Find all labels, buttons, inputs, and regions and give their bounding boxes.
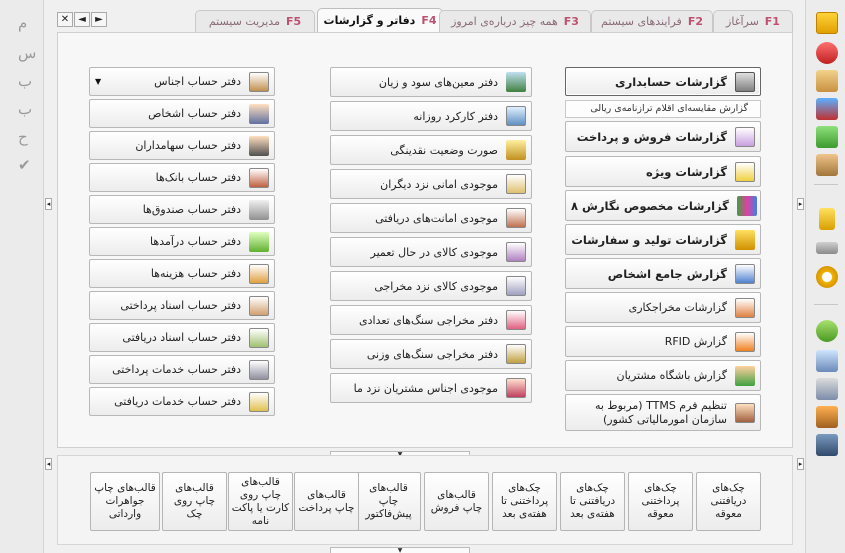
- bank-ledger-icon: [249, 168, 269, 188]
- goods-in-repair-button[interactable]: موجودی کالای در حال تعمیر: [330, 237, 532, 267]
- paid-documents-ledger-button[interactable]: دفتر حساب اسناد پرداختی: [89, 291, 275, 320]
- overdue-payable-cheques-card[interactable]: چک‌های پرداختنی معوقه: [628, 472, 693, 531]
- receivable-cheques-next-week-card[interactable]: چک‌های دریافتنی تا هفته‌ی بعد: [560, 472, 625, 531]
- calendar-icon: [506, 106, 526, 126]
- left-toolbar: [0, 0, 44, 553]
- globe-doc-icon: [735, 264, 755, 284]
- paid-doc-icon: [249, 296, 269, 316]
- people-icon[interactable]: [816, 70, 838, 92]
- tab-key: F3: [563, 15, 579, 28]
- overdue-receivable-cheques-card[interactable]: چک‌های دریافتنی معوقه: [696, 472, 761, 531]
- tab-system-management[interactable]: [195, 10, 315, 32]
- window-controls: [57, 12, 107, 27]
- bottom-splitter-handle[interactable]: ▼: [330, 547, 470, 553]
- daily-activity-ledger-button[interactable]: دفتر کارکرد روزانه: [330, 101, 532, 131]
- received-consignments-button[interactable]: موجودی امانت‌های دریافتی: [330, 203, 532, 233]
- save-check-icon[interactable]: [816, 434, 838, 456]
- rss-doc-icon: [735, 332, 755, 352]
- consignment-others-button[interactable]: موجودی امانی نزد دیگران: [330, 169, 532, 199]
- tab-ledgers-reports[interactable]: [317, 8, 443, 32]
- expense-icon: [249, 264, 269, 284]
- tab-key: F2: [687, 15, 703, 28]
- tab-about-today[interactable]: [439, 10, 591, 32]
- rail-glyph-4[interactable]: ب: [18, 100, 33, 118]
- tab-label: فرایندهای سیستم: [601, 15, 682, 28]
- invoice-icon: [735, 127, 755, 147]
- stone-count-icon: [506, 310, 526, 330]
- rail-glyph-2[interactable]: س: [18, 44, 37, 62]
- sales-print-templates-card[interactable]: قالب‌های چاپ فروش: [424, 472, 489, 531]
- next-tab-icon[interactable]: ►: [91, 12, 107, 27]
- person-ledger-icon: [249, 104, 269, 124]
- user-chair-icon[interactable]: [816, 406, 838, 428]
- gold-bars-icon[interactable]: [819, 208, 835, 230]
- people-comprehensive-report-button[interactable]: گزارش جامع اشخاص: [565, 258, 761, 289]
- bank-icon: [735, 403, 755, 423]
- tab-key: F4: [421, 14, 437, 27]
- repair-icon: [506, 242, 526, 262]
- stone-weight-icon: [506, 344, 526, 364]
- server-settings-icon[interactable]: [816, 378, 838, 400]
- box-down-icon: [506, 208, 526, 228]
- received-services-ledger-button[interactable]: دفتر حساب خدمات دریافتی: [89, 387, 275, 416]
- received-doc-icon: [249, 328, 269, 348]
- goods-ledger-icon: [249, 72, 269, 92]
- card-envelope-print-templates-card[interactable]: قالب‌های چاپ روی کارت یا پاکت نامه: [228, 472, 293, 531]
- goods-ledger-button[interactable]: ▼ دفتر حساب اجناس: [89, 67, 275, 96]
- right-splitter-handle-top[interactable]: ▸: [798, 200, 803, 208]
- tab-home[interactable]: [713, 10, 793, 32]
- dollar-doc-icon[interactable]: [816, 12, 838, 34]
- tab-system-processes[interactable]: [591, 10, 713, 32]
- money-hand-icon[interactable]: [816, 126, 838, 148]
- left-splitter-handle-top[interactable]: ◂: [46, 200, 51, 208]
- bank-ledger-button[interactable]: دفتر حساب بانک‌ها: [89, 163, 275, 192]
- calculator-icon: [735, 72, 755, 92]
- received-documents-ledger-button[interactable]: دفتر حساب اسناد دریافتی: [89, 323, 275, 352]
- contractor-reports-button[interactable]: گزارشات مخراجکاری: [565, 292, 761, 323]
- cashbox-icon: [249, 200, 269, 220]
- tab-strip: [55, 8, 793, 32]
- stone-count-ledger-button[interactable]: دفتر مخراجی سنگ‌های تعدادی: [330, 305, 532, 335]
- rail-glyph-3[interactable]: ب: [18, 72, 33, 90]
- shareholder-ledger-button[interactable]: دفتر حساب سهامداران: [89, 131, 275, 160]
- customer-goods-button[interactable]: موجودی اجناس مشتریان نزد ما: [330, 373, 532, 403]
- right-splitter-handle-bottom[interactable]: ▸: [798, 460, 803, 468]
- special-reports-button[interactable]: گزارشات ویژه: [565, 156, 761, 187]
- prev-tab-icon[interactable]: ◄: [74, 12, 90, 27]
- tab-key: F1: [764, 15, 780, 28]
- person-ledger-button[interactable]: دفتر حساب اشخاص: [89, 99, 275, 128]
- tab-key: F5: [285, 15, 302, 28]
- chart-icon[interactable]: [816, 350, 838, 372]
- rfid-report-button[interactable]: گزارش RFID: [565, 326, 761, 357]
- right-toolbar: [805, 0, 845, 553]
- tab-label: سرآغاز: [726, 15, 759, 28]
- expense-ledger-button[interactable]: دفتر حساب هزینه‌ها: [89, 259, 275, 288]
- shareholder-icon: [249, 136, 269, 156]
- cash-icon: [506, 140, 526, 160]
- paid-services-ledger-button[interactable]: دفتر حساب خدمات پرداختی: [89, 355, 275, 384]
- income-icon: [249, 232, 269, 252]
- gold-bars-icon: [735, 230, 755, 250]
- star-doc-icon: [735, 162, 755, 182]
- production-orders-reports-button[interactable]: گزارشات تولید و سفارشات: [565, 224, 761, 255]
- paid-service-icon: [249, 360, 269, 380]
- payment-print-templates-card[interactable]: قالب‌های چاپ پرداخت: [294, 472, 359, 531]
- box-up-icon: [506, 174, 526, 194]
- payable-cheques-next-week-card[interactable]: چک‌های پرداختنی تا هفته‌ی بعد: [492, 472, 557, 531]
- income-ledger-button[interactable]: دفتر حساب درآمدها: [89, 227, 275, 256]
- pencil-doc-icon: [735, 298, 755, 318]
- version8-reports-button[interactable]: گزارشات مخصوص نگارش ۸: [565, 190, 761, 221]
- balance-sheet-comparison-item[interactable]: گزارش مقایسه‌ای اقلام ترازنامه‌ی ریالی: [565, 100, 761, 118]
- handshake-icon[interactable]: [816, 154, 838, 176]
- profit-loss-ledger-button[interactable]: دفتر معین‌های سود و زیان: [330, 67, 532, 97]
- goods-icon: [506, 276, 526, 296]
- stone-weight-ledger-button[interactable]: دفتر مخراجی سنگ‌های وزنی: [330, 339, 532, 369]
- cashbox-ledger-button[interactable]: دفتر حساب صندوق‌ها: [89, 195, 275, 224]
- toolbar-separator: [814, 184, 838, 185]
- tab-label: مدیریت سیستم: [208, 15, 280, 28]
- sales-payment-reports-button[interactable]: گزارشات فروش و پرداخت: [565, 121, 761, 152]
- ring-icon[interactable]: [816, 266, 838, 288]
- close-icon[interactable]: ✕: [57, 12, 73, 27]
- cheque-print-templates-card[interactable]: قالب‌های چاپ روی چک: [162, 472, 227, 531]
- goods-at-contractor-button[interactable]: موجودی کالای نزد مخراجی: [330, 271, 532, 301]
- main-panel: [57, 32, 793, 448]
- proforma-print-templates-card[interactable]: قالب‌های چاپ پیش‌فاکتور: [356, 472, 421, 531]
- toolbar-separator: [814, 304, 838, 305]
- chart-3d-icon: [737, 196, 757, 216]
- customer-goods-icon: [506, 378, 526, 398]
- box-arrow-icon[interactable]: [816, 98, 838, 120]
- chevron-down-icon[interactable]: ▼: [95, 77, 102, 86]
- check-icon[interactable]: ✔: [18, 156, 31, 174]
- customer-club-report-button[interactable]: گزارش باشگاه مشتریان: [565, 360, 761, 391]
- received-service-icon: [249, 392, 269, 412]
- lifebuoy-icon[interactable]: [816, 42, 838, 64]
- rail-glyph-5[interactable]: ح: [18, 128, 28, 146]
- liquidity-status-button[interactable]: صورت وضعیت نقدینگی: [330, 135, 532, 165]
- bullion-icon[interactable]: [816, 242, 838, 254]
- rail-glyph-1[interactable]: م: [18, 14, 28, 32]
- customer-icon: [735, 366, 755, 386]
- tab-label: دفاتر و گزارشات: [323, 14, 416, 27]
- profit-loss-icon: [506, 72, 526, 92]
- print-templates-panel: [57, 455, 793, 545]
- tab-label: همه چیز درباره‌ی امروز: [451, 15, 558, 28]
- ttms-form-button[interactable]: تنظیم فرم TTMS (مربوط به سازمان امورمالیاتی کشور): [565, 394, 761, 431]
- sms-icon[interactable]: [816, 320, 838, 342]
- imported-jewelry-print-templates-card[interactable]: قالب‌های چاپ جواهرات وارداتی: [90, 472, 160, 531]
- accounting-reports-button[interactable]: گزارشات حسابداری: [565, 67, 761, 96]
- left-splitter-handle-bottom[interactable]: ◂: [46, 460, 51, 468]
